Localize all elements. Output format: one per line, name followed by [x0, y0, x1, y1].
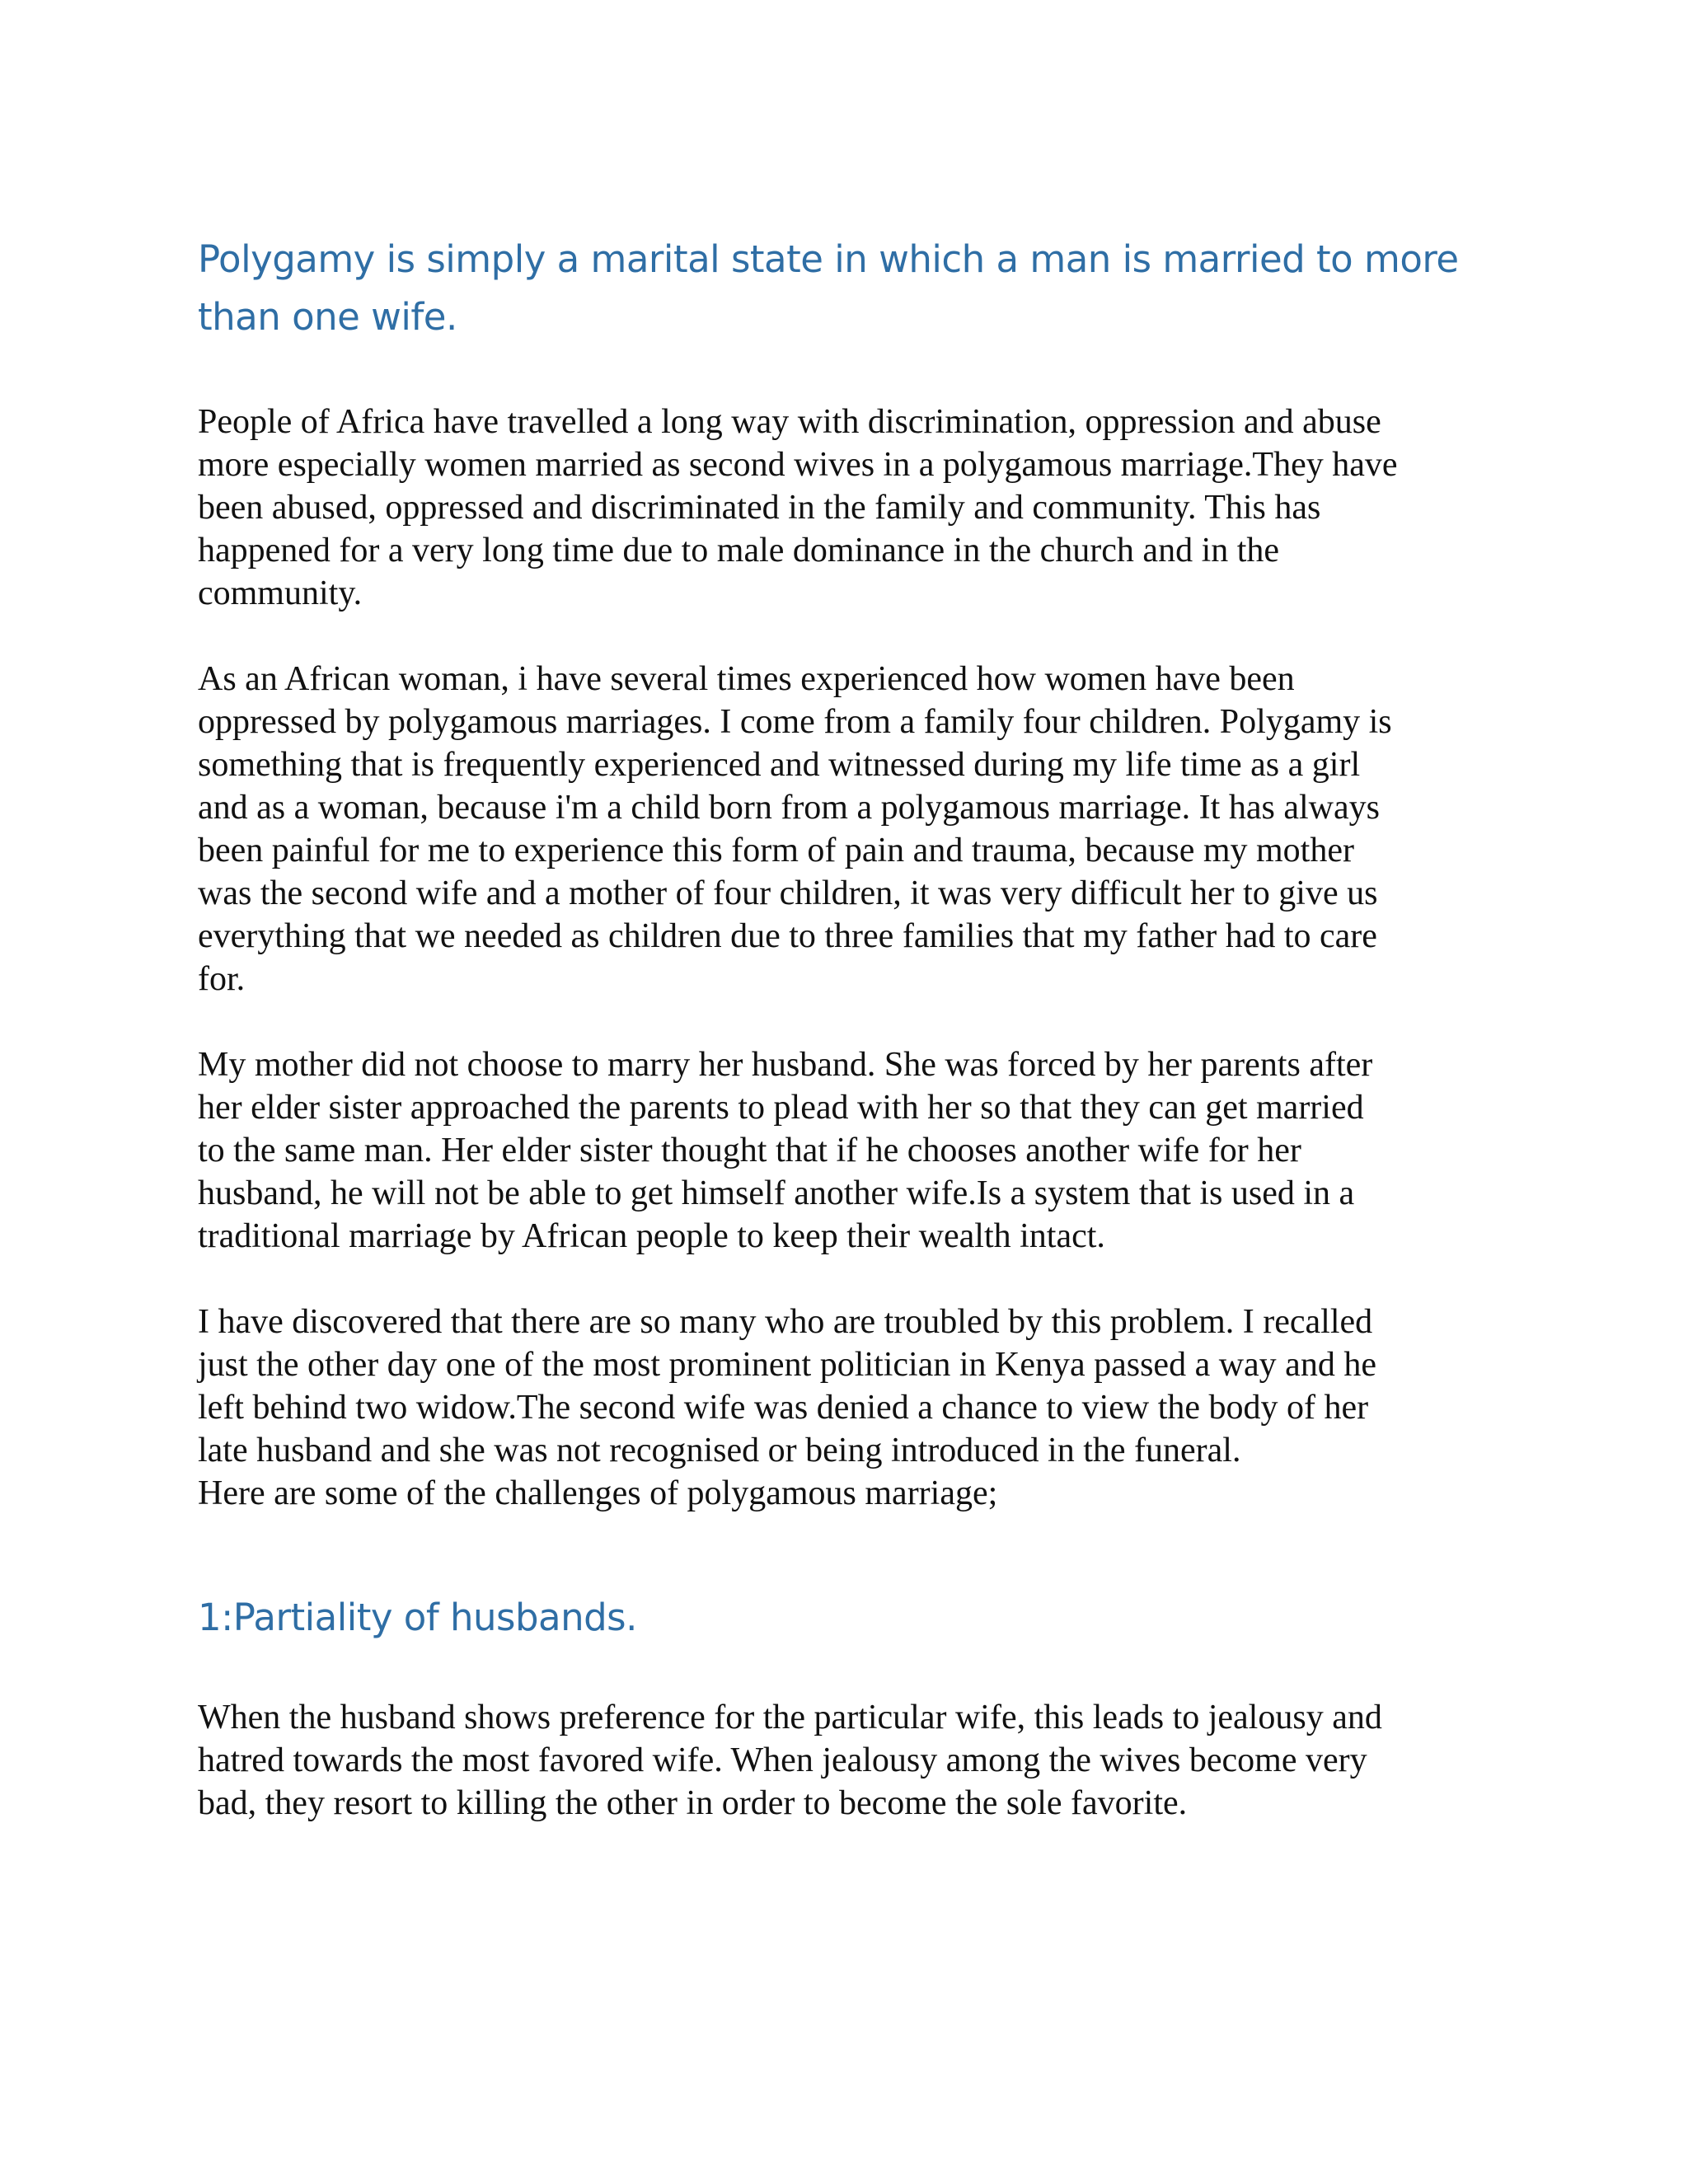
- paragraph-discovery: [198, 1301, 1533, 1515]
- text-line: left behind two widow.The second wife was denied a chance to view the body of her: [198, 1389, 1369, 1427]
- section-heading-text: 1:Partiality of husbands.: [198, 1596, 637, 1639]
- text-line: hatred towards the most favored wife. When jealousy among the wives become very: [198, 1741, 1367, 1779]
- text-line: People of Africa have travelled a long way with discrimination, oppression and abuse: [198, 403, 1381, 441]
- paragraph-experience: [198, 658, 1533, 1001]
- title-line: Polygamy is simply a marital state in which a man is married to more: [198, 237, 1459, 281]
- text-line: community.: [198, 574, 363, 612]
- text-line: everything that we needed as children due to three families that my father had to care: [198, 917, 1377, 955]
- document-title: [198, 231, 1533, 346]
- paragraph-partiality: [198, 1696, 1533, 1825]
- text-line: traditional marriage by African people to keep their wealth intact.: [198, 1217, 1105, 1255]
- paragraph-mother: [198, 1043, 1533, 1258]
- text-line: happened for a very long time due to male dominance in the church and in the: [198, 532, 1280, 569]
- text-line: something that is frequently experienced and witnessed during my life time as a girl: [198, 746, 1361, 784]
- title-line: than one wife.: [198, 295, 457, 339]
- text-line: her elder sister approached the parents to plead with her so that they can get married: [198, 1089, 1364, 1127]
- text-line: My mother did not choose to marry her husband. She was forced by her parents after: [198, 1046, 1373, 1084]
- section-heading: [198, 1589, 1533, 1647]
- document-content: [198, 231, 1533, 1868]
- text-line: just the other day one of the most prominent politician in Kenya passed a way and he: [198, 1346, 1376, 1384]
- text-line: bad, they resort to killing the other in order to become the sole favorite.: [198, 1784, 1188, 1822]
- text-line: was the second wife and a mother of four children, it was very difficult her to give us: [198, 874, 1378, 912]
- text-line: for.: [198, 960, 246, 998]
- text-line: been abused, oppressed and discriminated in the family and community. This has: [198, 489, 1321, 527]
- text-line: late husband and she was not recognised or being introduced in the funeral.: [198, 1432, 1241, 1469]
- paragraph-discrimination: [198, 401, 1533, 615]
- text-line: and as a woman, because i'm a child born from a polygamous marriage. It has always: [198, 789, 1380, 827]
- text-line: When the husband shows preference for the particular wife, this leads to jealousy and: [198, 1699, 1382, 1736]
- text-line: As an African woman, i have several times experienced how women have been: [198, 660, 1295, 698]
- text-line: been painful for me to experience this form of pain and trauma, because my mother: [198, 832, 1354, 869]
- text-line: oppressed by polygamous marriages. I come from a family four children. Polygamy is: [198, 703, 1392, 741]
- text-line: Here are some of the challenges of polygamous marriage;: [198, 1474, 998, 1512]
- text-line: husband, he will not be able to get himself another wife.Is a system that is used in a: [198, 1174, 1355, 1212]
- text-line: I have discovered that there are so many who are troubled by this problem. I recalled: [198, 1303, 1373, 1341]
- text-line: to the same man. Her elder sister thought that if he chooses another wife for her: [198, 1132, 1301, 1169]
- text-line: more especially women married as second wives in a polygamous marriage.They have: [198, 446, 1398, 484]
